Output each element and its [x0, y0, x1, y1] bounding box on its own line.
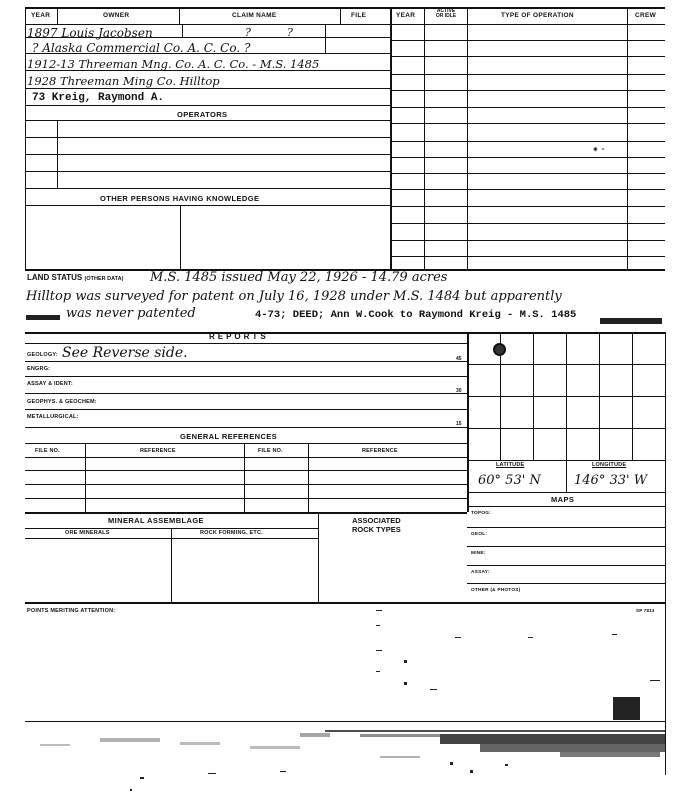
- geophys-geochem-label: GEOPHYS. & GEOCHEM:: [27, 399, 97, 405]
- owner-entry-3: 1912-13 Threeman Mng. Co. A. C. Co. - M.S. 1485: [27, 57, 320, 71]
- associated-rock-types-label: ASSOCIATED ROCK TYPES: [352, 516, 401, 534]
- col-year-2: YEAR: [396, 12, 416, 19]
- reports-heading: R E P O R T S: [209, 332, 267, 341]
- maps-mine-label: MINE:: [471, 551, 486, 556]
- rock-forming-label: ROCK FORMING, ETC.: [200, 530, 263, 536]
- other-persons-heading: OTHER PERSONS HAVING KNOWLEDGE: [100, 194, 260, 203]
- assay-ident-label: ASSAY & IDENT:: [27, 381, 73, 387]
- col-active-or-idle: ACTIVE OR IDLE: [435, 8, 457, 19]
- scale-15: 15: [456, 421, 462, 427]
- owner-entry-1: 1897 Louis Jacobsen: [27, 26, 153, 40]
- maps-topog-label: TOPOG:: [471, 511, 492, 516]
- points-label: POINTS MERITING ATTENTION:: [27, 608, 116, 614]
- land-status-line-2: Hilltop was surveyed for patent on July 16, 1928 under M.S. 1484 but apparently: [26, 289, 562, 304]
- latitude-label: LATITUDE: [496, 462, 525, 468]
- col-type-of-operation: TYPE OF OPERATION: [501, 12, 574, 19]
- maps-assay-label: ASSAY:: [471, 570, 490, 575]
- scale-45: 45: [456, 356, 462, 362]
- general-references-heading: GENERAL REFERENCES: [180, 432, 278, 441]
- longitude-label: LONGITUDE: [592, 462, 627, 468]
- land-status-line-1: M.S. 1485 issued May 22, 1926 - 14.79 acres: [150, 270, 448, 285]
- mineral-assemblage-heading: MINERAL ASSEMBLAGE: [108, 516, 204, 525]
- land-status-line-3: was never patented: [66, 306, 196, 321]
- owner-entry-5: 73 Kreig, Raymond A.: [32, 92, 165, 104]
- ref-col-file-no: FILE NO.: [35, 448, 60, 454]
- land-status-label: LAND STATUS (OTHER DATA): [27, 273, 124, 282]
- col-claim-name: CLAIM NAME: [232, 12, 277, 19]
- metallurgical-label: METALLURGICAL:: [27, 414, 79, 420]
- scale-30: 30: [456, 388, 462, 394]
- ref-col-reference-2: REFERENCE: [362, 448, 398, 454]
- col-year: YEAR: [31, 12, 51, 19]
- owner-entry-1-mark-a: ?: [245, 26, 251, 39]
- maps-other-label: OTHER (& PHOTOS): [471, 588, 521, 593]
- operators-heading: OPERATORS: [177, 110, 228, 119]
- ore-minerals-label: ORE MINERALS: [65, 530, 110, 536]
- form-number: SP 7813: [636, 608, 655, 613]
- owner-entry-4: 1928 Threeman Ming Co. Hilltop: [27, 74, 220, 88]
- owner-entry-2: ? Alaska Commercial Co. A. C. Co. ?: [32, 41, 251, 55]
- geology-value: See Reverse side.: [62, 345, 188, 361]
- maps-heading: MAPS: [551, 495, 575, 504]
- land-status-typed: 4-73; DEED; Ann W.Cook to Raymond Kreig - M.S. 1485: [255, 309, 577, 321]
- ref-col-reference: REFERENCE: [140, 448, 176, 454]
- longitude-value: 146° 33' W: [574, 473, 648, 488]
- col-owner: OWNER: [103, 12, 130, 19]
- maps-geol-label: GEOL:: [471, 532, 488, 537]
- col-crew: CREW: [635, 12, 657, 19]
- latitude-value: 60° 53' N: [478, 473, 541, 488]
- col-file: FILE: [351, 12, 367, 19]
- location-marker-icon: [493, 343, 506, 356]
- engrg-label: ENGRG:: [27, 366, 51, 372]
- owner-entry-1-mark-b: ?: [287, 26, 293, 39]
- operation-mark: ⁕ ⁃: [592, 145, 605, 154]
- geology-label: GEOLOGY:: [27, 352, 58, 358]
- ref-col-file-no-2: FILE NO.: [258, 448, 283, 454]
